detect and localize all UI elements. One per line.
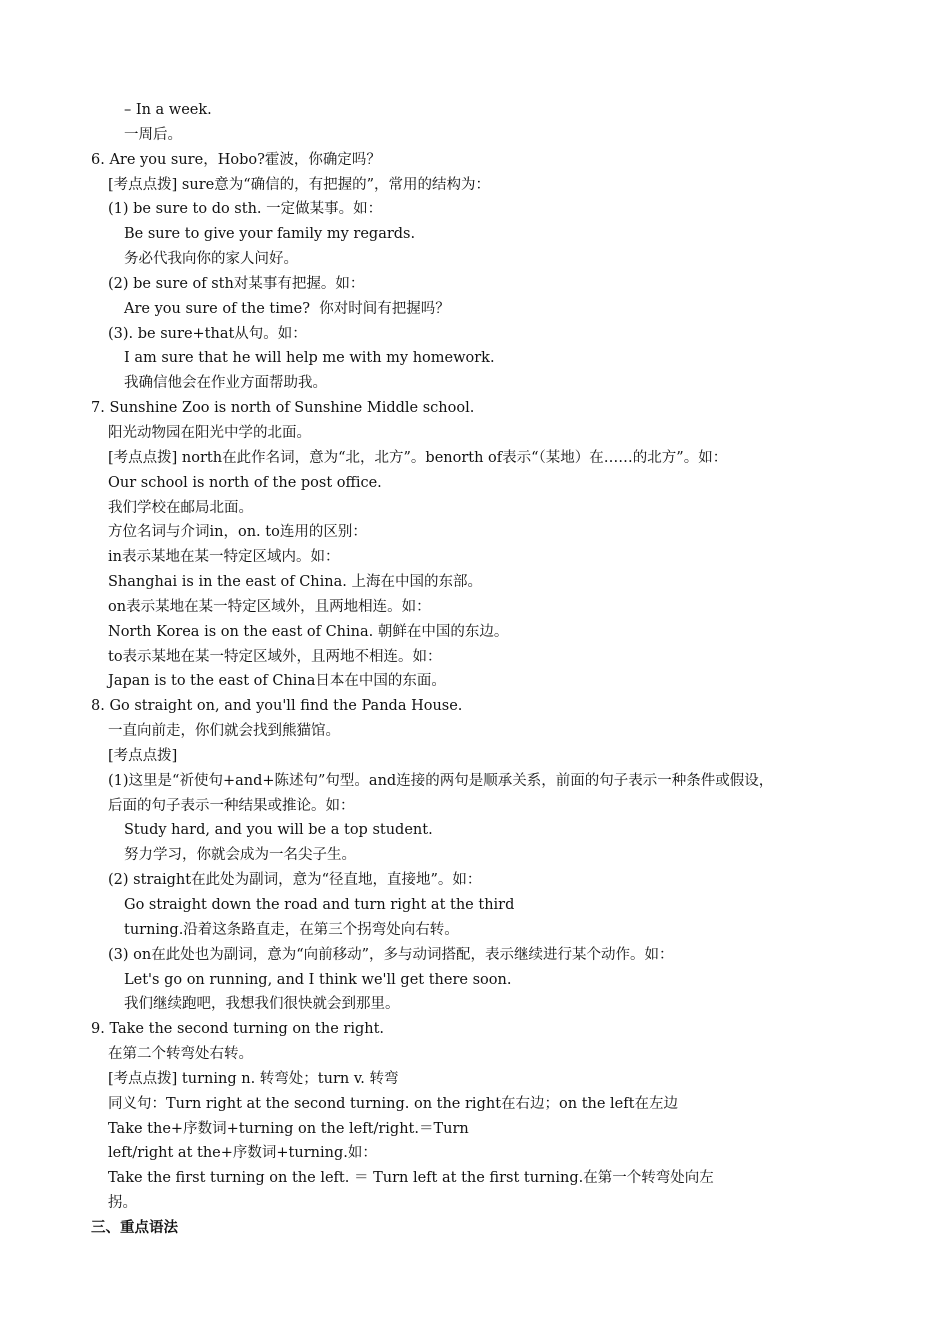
item-heading: 7. Sunshine Zoo is north of Sunshine Middle school.	[91, 400, 475, 417]
text-line: Japan is to the east of China日本在中国的东面。	[108, 673, 446, 690]
item-heading: 9. Take the second turning on the right.	[91, 1021, 385, 1038]
text-line: 一直向前走，你们就会找到熊猫馆。	[108, 723, 340, 740]
text-line: [考点点拨]	[108, 747, 178, 764]
text-line: in表示某地在某一特定区域内。如：	[108, 549, 340, 566]
text-line: Study hard, and you will be a top student.	[124, 822, 433, 839]
text-line: I am sure that he will help me with my homework.	[124, 350, 495, 367]
text-line: 努力学习，你就会成为一名尖子生。	[124, 847, 356, 864]
item-heading: 6. Are you sure，Hobo?霍波，你确定吗？	[91, 151, 381, 168]
text-line: 后面的句子表示一种结果或推论。如：	[108, 797, 355, 814]
text-line: Shanghai is in the east of China. 上海在中国的东部。	[108, 574, 482, 591]
text-line: 务必代我向你的家人问好。	[124, 251, 298, 268]
text-line: – In a week.	[124, 102, 212, 118]
text-line: North Korea is on the east of China. 朝鲜在中国的东边。	[108, 623, 509, 640]
item-heading: 8. Go straight on, and you'll find the Panda House.	[91, 698, 463, 715]
text-line: 方位名词与介词in，on. to连用的区别：	[108, 524, 367, 541]
text-line: (3). be sure+that从句。如：	[108, 325, 307, 342]
text-line: Be sure to give your family my regards.	[124, 226, 416, 243]
section-heading: 三、重点语法	[91, 1219, 178, 1236]
text-line: 我确信他会在作业方面帮助我。	[124, 375, 327, 392]
text-line: (1)这里是“祈使句+and+陈述句”句型。and连接的两句是顺承关系，前面的句子表示一种条件或假设，	[108, 772, 774, 789]
text-line: [考点点拨] north在此作名词，意为“北，北方”。benorth of表示“（某地）在……的北方”。如：	[108, 449, 728, 466]
text-line: 阳光动物园在阳光中学的北面。	[108, 424, 311, 441]
text-line: (2) be sure of sth对某事有把握。如：	[108, 275, 365, 292]
text-line: 在第二个转弯处右转。	[108, 1046, 253, 1063]
text-line: turning.沿着这条路直走，在第三个拐弯处向右转。	[124, 921, 459, 938]
text-line: 一周后。	[124, 126, 182, 143]
text-line: (2) straight在此处为副词，意为“径直地，直接地”。如：	[108, 872, 482, 889]
text-line: [考点点拨] sure意为“确信的，有把握的”，常用的结构为：	[108, 176, 491, 193]
text-line: (3) on在此处也为副词，意为“向前移动”，多与动词搭配，表示继续进行某个动作。如：	[108, 946, 674, 963]
text-line: 拐。	[108, 1195, 137, 1212]
text-line: Let's go on running, and I think we'll get there soon.	[124, 971, 512, 988]
text-line: Are you sure of the time? 你对时间有把握吗？	[124, 300, 450, 317]
text-line: [考点点拨] turning n. 转弯处；turn v. 转弯	[108, 1070, 399, 1087]
text-line: left/right at the+序数词+turning.如：	[108, 1145, 377, 1162]
text-line: on表示某地在某一特定区域外，且两地相连。如：	[108, 598, 431, 615]
text-line: 我们学校在邮局北面。	[108, 499, 253, 516]
text-line: (1) be sure to do sth. 一定做某事。如：	[108, 201, 383, 218]
text-line: 我们继续跑吧，我想我们很快就会到那里。	[124, 996, 400, 1013]
text-line: Go straight down the road and turn right at the third	[124, 897, 515, 913]
text-line: 同义句：Turn right at the second turning. on the right在右边；on the left在左边	[108, 1095, 678, 1112]
text-line: Take the first turning on the left. ＝ Turn left at the first turning.在第一个转弯处向左	[108, 1170, 714, 1187]
text-line: Take the+序数词+turning on the left/right.＝Turn	[108, 1120, 469, 1137]
text-line: to表示某地在某一特定区域外，且两地不相连。如：	[108, 648, 442, 665]
document-body	[0, 98, 950, 1241]
text-line: Our school is north of the post office.	[108, 474, 382, 491]
